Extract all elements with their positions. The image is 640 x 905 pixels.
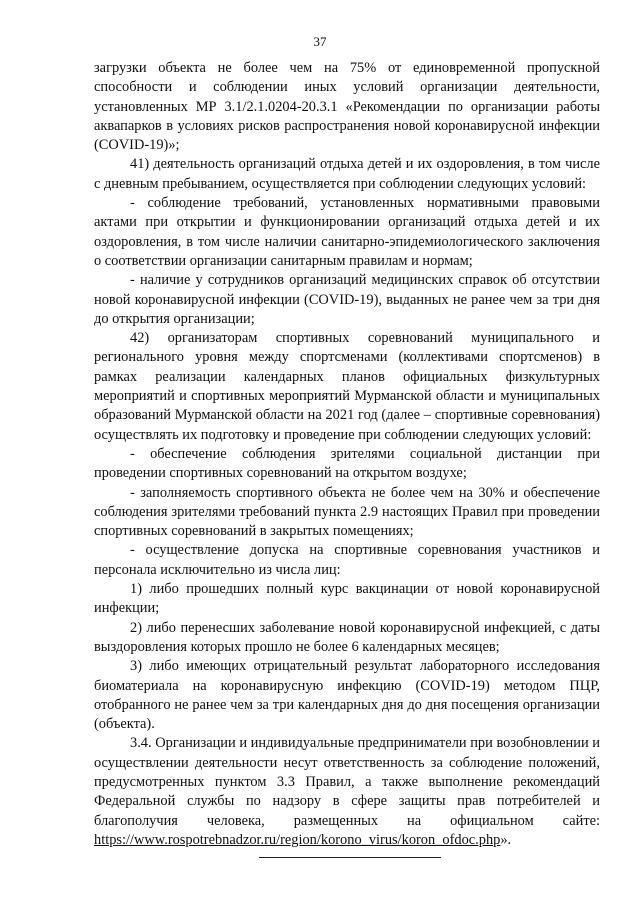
page-number: 37 xyxy=(313,34,327,49)
link-suffix: ». xyxy=(500,831,512,848)
paragraph: 41) деятельность организаций отдыха детей и их оздоровления, в том числе с дневным пребыванием, осуществляется при соблюдении следующих условий: xyxy=(94,156,600,192)
paragraph: - заполняемость спортивного объекта не более чем на 30% и обеспечение соблюдения зрителями требований пункта 2.9 настоящих Правил при проведении спортивных соревнований в закрытых помещениях; xyxy=(94,484,600,540)
paragraph: - наличие у сотрудников организаций медицинских справок об отсутствии новой коронавирусной инфекции (COVID-19), выданных не ранее чем за три дня до открытия организации; xyxy=(94,272,600,327)
paragraph: 3) либо имеющих отрицательный результат лабораторного исследования биоматериала на коронавирусную инфекцию (COVID-19) методом ПЦР, отобранного не ранее чем за три календарных дня до дня посещения организации (объекта). xyxy=(94,658,600,733)
paragraph: - обеспечение соблюдения зрителями социальной дистанции при проведении спортивных соревнований на открытом воздухе; xyxy=(94,445,600,482)
paragraph: 42) организаторам спортивных соревнований муниципального и регионального уровня между спортсменами (коллективами спортсменов) в рамках реализации календарных планов официальных физкультурных мероприятий и спортивных мероприятий Мурманской области и муниципальных образований Мурманской области на 2021 год (далее – спортивные соревнования) осуществлять их подготовку и проведение при соблюдении следующих условий: xyxy=(94,330,600,443)
paragraph-last xyxy=(94,734,600,850)
source-link[interactable]: https://www.rospotrebnadzor.ru/region/korono_virus/koron_ofdoc.php xyxy=(94,831,501,848)
paragraph: - соблюдение требований, установленных нормативными правовыми актами при открытии и функционировании организаций отдыха детей и их оздоровления, в том числе наличии санитарно-эпидемиологического заключения о соответствии организации санитарным правилам и нормам; xyxy=(94,195,600,269)
paragraph-text: 3.4. Организации и индивидуальные предприниматели при возобновлении и осуществлении деятельности несут ответственность за соблюдение положений, предусмотренных пунктом 3.3 Правил, а также выполнение рекомендаций Федеральной службы по надзору в сфере защиты прав потребителей и благополучия человека, размещенных на официальном сайте: xyxy=(94,735,600,829)
document-body xyxy=(94,59,600,850)
paragraph: 2) либо перенесших заболевание новой коронавирусной инфекцией, с даты выздоровления которых прошло не более 6 календарных месяцев; xyxy=(94,619,600,655)
paragraph: загрузки объекта не более чем на 75% от единовременной пропускной способности и соблюдении иных условий организации деятельности, установленных МР 3.1/2.1.0204-20.3.1 «Рекомендации по организации работы аквапарков в условиях рисков распространения новой коронавирусной инфекции (COVID-19)»; xyxy=(94,60,600,154)
footer-divider xyxy=(259,857,441,858)
paragraph: 1) либо прошедших полный курс вакцинации от новой коронавирусной инфекции; xyxy=(94,581,600,617)
paragraph: - осуществление допуска на спортивные соревнования участников и персонала исключительно из числа лиц: xyxy=(94,542,600,578)
